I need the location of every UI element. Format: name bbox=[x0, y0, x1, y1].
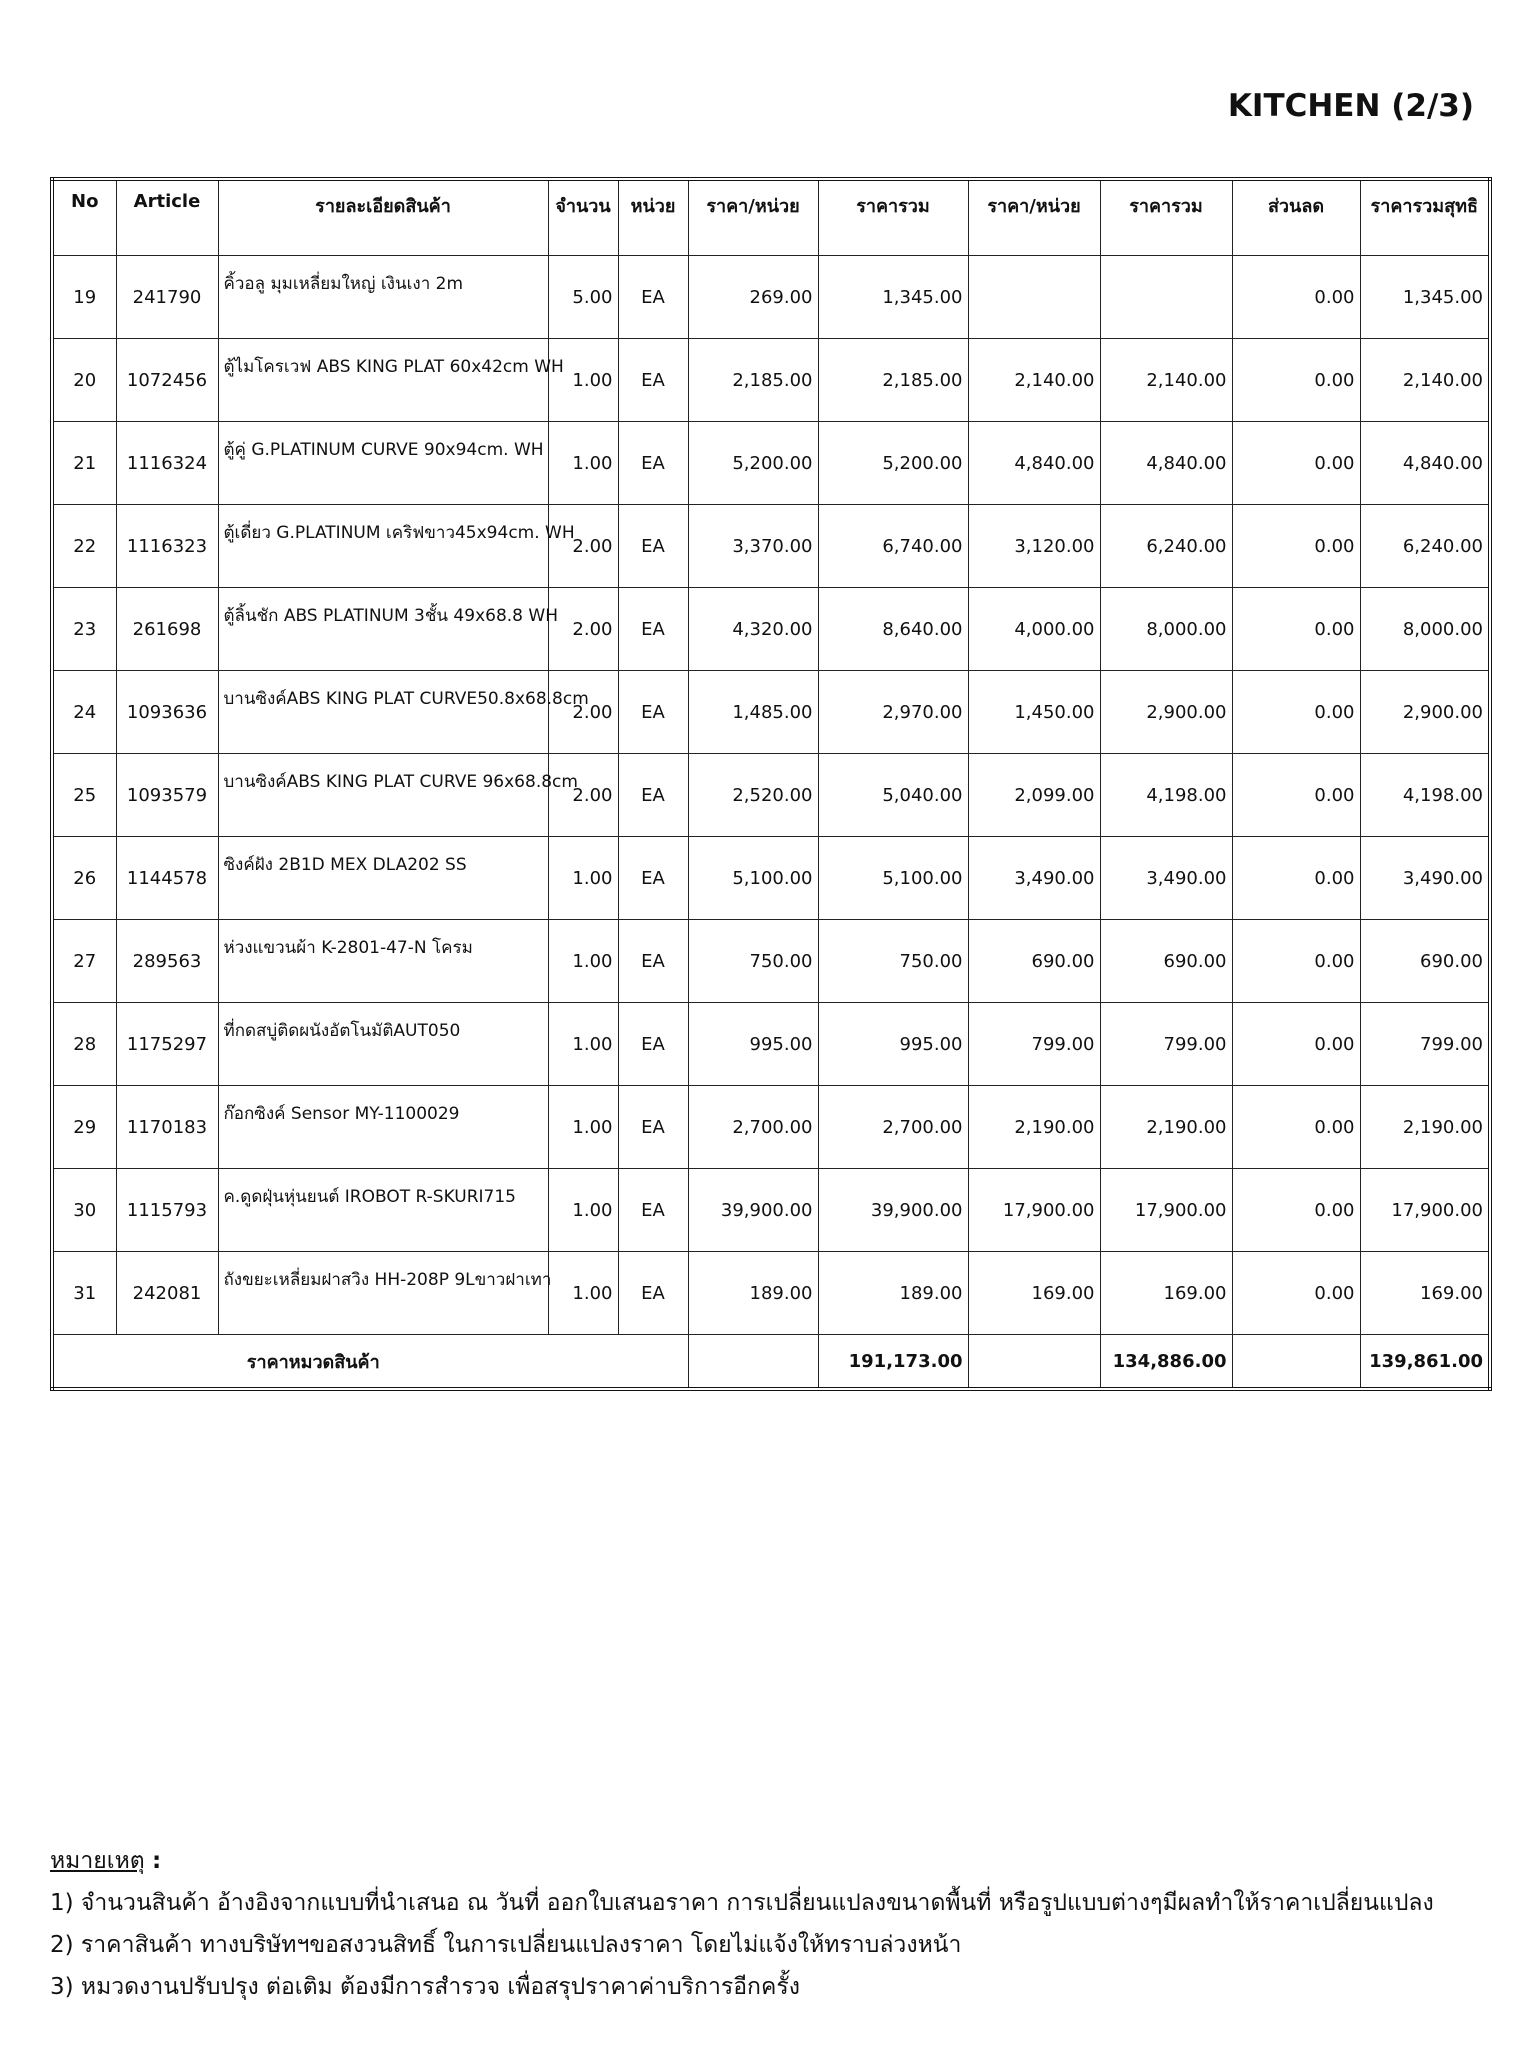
cell-promo-unit-price: 17,900.00 bbox=[968, 1169, 1100, 1252]
table-row bbox=[52, 754, 1490, 837]
cell-no: 26 bbox=[52, 837, 116, 920]
cell-total: 2,185.00 bbox=[818, 339, 968, 422]
cell-net-total: 690.00 bbox=[1360, 920, 1490, 1003]
table-row bbox=[52, 256, 1490, 339]
cell-quantity: 1.00 bbox=[548, 837, 618, 920]
cell-unit-price: 5,200.00 bbox=[688, 422, 818, 505]
category-total: 191,173.00 bbox=[818, 1335, 968, 1390]
cell-unit: EA bbox=[618, 671, 688, 754]
cell-net-total: 2,140.00 bbox=[1360, 339, 1490, 422]
table-row bbox=[52, 1252, 1490, 1335]
notes-heading bbox=[50, 1840, 1434, 1882]
header-total: ราคารวม bbox=[818, 179, 968, 256]
cell-article: 242081 bbox=[116, 1252, 218, 1335]
cell-unit-price: 750.00 bbox=[688, 920, 818, 1003]
cell-unit: EA bbox=[618, 920, 688, 1003]
table-row bbox=[52, 920, 1490, 1003]
table-row bbox=[52, 505, 1490, 588]
cell-description: ถังขยะเหลี่ยมฝาสวิง HH-208P 9Lขาวฝาเทา bbox=[218, 1252, 548, 1335]
cell-total: 5,100.00 bbox=[818, 837, 968, 920]
cell-article: 1093636 bbox=[116, 671, 218, 754]
cell-no: 29 bbox=[52, 1086, 116, 1169]
cell-total: 1,345.00 bbox=[818, 256, 968, 339]
cell-net-total: 17,900.00 bbox=[1360, 1169, 1490, 1252]
cell-promo-total: 3,490.00 bbox=[1100, 837, 1232, 920]
cell-no: 21 bbox=[52, 422, 116, 505]
cell-promo-total: 6,240.00 bbox=[1100, 505, 1232, 588]
cell-article: 289563 bbox=[116, 920, 218, 1003]
cell-quantity: 1.00 bbox=[548, 920, 618, 1003]
cell-promo-unit-price: 3,120.00 bbox=[968, 505, 1100, 588]
cell-discount: 0.00 bbox=[1232, 1003, 1360, 1086]
cell-no: 31 bbox=[52, 1252, 116, 1335]
header-net-total: ราคารวมสุทธิ bbox=[1360, 179, 1490, 256]
quotation-table bbox=[50, 177, 1492, 1391]
cell-promo-total bbox=[1100, 256, 1232, 339]
cell-discount: 0.00 bbox=[1232, 671, 1360, 754]
category-total-label: ราคาหมวดสินค้า bbox=[52, 1335, 688, 1390]
cell-unit-price: 2,520.00 bbox=[688, 754, 818, 837]
cell-no: 25 bbox=[52, 754, 116, 837]
note-item: 2) ราคาสินค้า ทางบริษัทฯขอสงวนสิทธิ์ ในการเปลี่ยนแปลงราคา โดยไม่แจ้งให้ทราบล่วงหน้า bbox=[50, 1932, 962, 1958]
table-row bbox=[52, 1086, 1490, 1169]
cell-total: 5,040.00 bbox=[818, 754, 968, 837]
cell-no: 22 bbox=[52, 505, 116, 588]
header-unit-price: ราคา/หน่วย bbox=[688, 179, 818, 256]
cell-total: 2,970.00 bbox=[818, 671, 968, 754]
cell-discount: 0.00 bbox=[1232, 339, 1360, 422]
cell-discount: 0.00 bbox=[1232, 422, 1360, 505]
cell-unit-price: 189.00 bbox=[688, 1252, 818, 1335]
header-promo-total: ราคารวม bbox=[1100, 179, 1232, 256]
cell-no: 30 bbox=[52, 1169, 116, 1252]
cell-quantity: 2.00 bbox=[548, 588, 618, 671]
cell-promo-unit-price: 690.00 bbox=[968, 920, 1100, 1003]
cell-description: ที่กดสบู่ติดผนังอัตโนมัติAUT050 bbox=[218, 1003, 548, 1086]
cell-description: ค.ดูดฝุ่นหุ่นยนต์ IROBOT R-SKURI715 bbox=[218, 1169, 548, 1252]
cell-article: 261698 bbox=[116, 588, 218, 671]
cell-no: 23 bbox=[52, 588, 116, 671]
table-body bbox=[52, 256, 1490, 1335]
cell-promo-unit-price: 2,140.00 bbox=[968, 339, 1100, 422]
cell-description: ก๊อกซิงค์ Sensor MY-1100029 bbox=[218, 1086, 548, 1169]
cell-promo-total: 8,000.00 bbox=[1100, 588, 1232, 671]
cell-net-total: 3,490.00 bbox=[1360, 837, 1490, 920]
cell-promo-unit-price: 3,490.00 bbox=[968, 837, 1100, 920]
cell-promo-total: 690.00 bbox=[1100, 920, 1232, 1003]
cell-promo-total: 169.00 bbox=[1100, 1252, 1232, 1335]
table-row bbox=[52, 837, 1490, 920]
cell-total: 2,700.00 bbox=[818, 1086, 968, 1169]
header-description: รายละเอียดสินค้า bbox=[218, 179, 548, 256]
cell-discount: 0.00 bbox=[1232, 505, 1360, 588]
cell-description: ตู้คู่ G.PLATINUM CURVE 90x94cm. WH bbox=[218, 422, 548, 505]
cell-quantity: 1.00 bbox=[548, 422, 618, 505]
cell-article: 1115793 bbox=[116, 1169, 218, 1252]
cell-promo-total: 4,198.00 bbox=[1100, 754, 1232, 837]
cell-promo-unit-price bbox=[968, 256, 1100, 339]
cell-description: บานซิงค์ABS KING PLAT CURVE50.8x68.8cm bbox=[218, 671, 548, 754]
cell-net-total: 2,900.00 bbox=[1360, 671, 1490, 754]
cell-unit: EA bbox=[618, 1003, 688, 1086]
cell-unit-price: 269.00 bbox=[688, 256, 818, 339]
cell-quantity: 2.00 bbox=[548, 671, 618, 754]
category-net-total: 139,861.00 bbox=[1360, 1335, 1490, 1390]
cell-article: 1144578 bbox=[116, 837, 218, 920]
cell-discount: 0.00 bbox=[1232, 920, 1360, 1003]
cell-net-total: 1,345.00 bbox=[1360, 256, 1490, 339]
cell-unit-price: 3,370.00 bbox=[688, 505, 818, 588]
cell-unit: EA bbox=[618, 422, 688, 505]
cell-promo-unit-price: 4,840.00 bbox=[968, 422, 1100, 505]
table-row bbox=[52, 671, 1490, 754]
header-quantity: จำนวน bbox=[548, 179, 618, 256]
cell-discount: 0.00 bbox=[1232, 1086, 1360, 1169]
cell-quantity: 1.00 bbox=[548, 1252, 618, 1335]
cell-description: ตู้เดี่ยว G.PLATINUM เคริฟขาว45x94cm. WH bbox=[218, 505, 548, 588]
cell-description: ตู้ไมโครเวฟ ABS KING PLAT 60x42cm WH bbox=[218, 339, 548, 422]
cell-total: 8,640.00 bbox=[818, 588, 968, 671]
cell-no: 24 bbox=[52, 671, 116, 754]
table-row bbox=[52, 422, 1490, 505]
cell-unit-price: 2,185.00 bbox=[688, 339, 818, 422]
cell-no: 20 bbox=[52, 339, 116, 422]
cell-promo-unit-price: 4,000.00 bbox=[968, 588, 1100, 671]
notes-title: หมายเหตุ bbox=[50, 1848, 145, 1874]
cell-promo-total: 2,900.00 bbox=[1100, 671, 1232, 754]
total-empty-cell bbox=[688, 1335, 818, 1390]
cell-article: 1072456 bbox=[116, 339, 218, 422]
cell-quantity: 1.00 bbox=[548, 1003, 618, 1086]
cell-quantity: 5.00 bbox=[548, 256, 618, 339]
cell-discount: 0.00 bbox=[1232, 754, 1360, 837]
page-title: KITCHEN (2/3) bbox=[1227, 88, 1474, 124]
cell-total: 39,900.00 bbox=[818, 1169, 968, 1252]
cell-quantity: 2.00 bbox=[548, 754, 618, 837]
cell-discount: 0.00 bbox=[1232, 1252, 1360, 1335]
cell-promo-unit-price: 169.00 bbox=[968, 1252, 1100, 1335]
cell-no: 28 bbox=[52, 1003, 116, 1086]
cell-unit: EA bbox=[618, 256, 688, 339]
cell-net-total: 8,000.00 bbox=[1360, 588, 1490, 671]
table-row bbox=[52, 339, 1490, 422]
cell-no: 19 bbox=[52, 256, 116, 339]
cell-quantity: 2.00 bbox=[548, 505, 618, 588]
cell-promo-unit-price: 2,190.00 bbox=[968, 1086, 1100, 1169]
cell-unit: EA bbox=[618, 1086, 688, 1169]
cell-net-total: 4,198.00 bbox=[1360, 754, 1490, 837]
header-article: Article bbox=[116, 179, 218, 256]
cell-total: 995.00 bbox=[818, 1003, 968, 1086]
note-item: 1) จำนวนสินค้า อ้างอิงจากแบบที่นำเสนอ ณ วันที่ ออกใบเสนอราคา การเปลี่ยนแปลงขนาดพื้นที่ หรือรูปแบบต่างๆมีผลทำให้ราคาเปลี่ยนแปลง bbox=[50, 1890, 1434, 1916]
cell-promo-unit-price: 2,099.00 bbox=[968, 754, 1100, 837]
header-promo-unit-price: ราคา/หน่วย bbox=[968, 179, 1100, 256]
cell-description: บานซิงค์ABS KING PLAT CURVE 96x68.8cm bbox=[218, 754, 548, 837]
cell-article: 1093579 bbox=[116, 754, 218, 837]
cell-description: ตู้ลิ้นชัก ABS PLATINUM 3ชั้น 49x68.8 WH bbox=[218, 588, 548, 671]
cell-quantity: 1.00 bbox=[548, 339, 618, 422]
cell-total: 750.00 bbox=[818, 920, 968, 1003]
cell-total: 5,200.00 bbox=[818, 422, 968, 505]
cell-promo-total: 2,140.00 bbox=[1100, 339, 1232, 422]
header-unit: หน่วย bbox=[618, 179, 688, 256]
cell-total: 6,740.00 bbox=[818, 505, 968, 588]
table-row bbox=[52, 1169, 1490, 1252]
cell-quantity: 1.00 bbox=[548, 1086, 618, 1169]
header-no: No bbox=[52, 179, 116, 256]
cell-promo-unit-price: 799.00 bbox=[968, 1003, 1100, 1086]
cell-unit-price: 4,320.00 bbox=[688, 588, 818, 671]
cell-unit: EA bbox=[618, 339, 688, 422]
cell-discount: 0.00 bbox=[1232, 256, 1360, 339]
cell-unit-price: 2,700.00 bbox=[688, 1086, 818, 1169]
table-header-row bbox=[52, 179, 1490, 256]
cell-article: 1175297 bbox=[116, 1003, 218, 1086]
cell-promo-total: 4,840.00 bbox=[1100, 422, 1232, 505]
cell-promo-total: 2,190.00 bbox=[1100, 1086, 1232, 1169]
header-discount: ส่วนลด bbox=[1232, 179, 1360, 256]
cell-unit: EA bbox=[618, 1169, 688, 1252]
table-row bbox=[52, 1003, 1490, 1086]
cell-no: 27 bbox=[52, 920, 116, 1003]
cell-article: 1116324 bbox=[116, 422, 218, 505]
cell-quantity: 1.00 bbox=[548, 1169, 618, 1252]
cell-total: 189.00 bbox=[818, 1252, 968, 1335]
cell-unit-price: 1,485.00 bbox=[688, 671, 818, 754]
cell-promo-total: 799.00 bbox=[1100, 1003, 1232, 1086]
cell-article: 241790 bbox=[116, 256, 218, 339]
cell-discount: 0.00 bbox=[1232, 588, 1360, 671]
notes-section bbox=[50, 1840, 1434, 2008]
cell-net-total: 799.00 bbox=[1360, 1003, 1490, 1086]
cell-description: คิ้วอลู มุมเหลี่ยมใหญ่ เงินเงา 2m bbox=[218, 256, 548, 339]
cell-unit-price: 995.00 bbox=[688, 1003, 818, 1086]
table-row bbox=[52, 588, 1490, 671]
cell-unit: EA bbox=[618, 754, 688, 837]
cell-net-total: 169.00 bbox=[1360, 1252, 1490, 1335]
cell-article: 1116323 bbox=[116, 505, 218, 588]
cell-promo-unit-price: 1,450.00 bbox=[968, 671, 1100, 754]
cell-unit: EA bbox=[618, 505, 688, 588]
cell-discount: 0.00 bbox=[1232, 837, 1360, 920]
cell-unit-price: 5,100.00 bbox=[688, 837, 818, 920]
notes-colon: : bbox=[152, 1848, 162, 1874]
cell-promo-total: 17,900.00 bbox=[1100, 1169, 1232, 1252]
note-item: 3) หมวดงานปรับปรุง ต่อเติม ต้องมีการสำรวจ เพื่อสรุปราคาค่าบริการอีกครั้ง bbox=[50, 1974, 800, 2000]
cell-description: ห่วงแขวนผ้า K-2801-47-N โครม bbox=[218, 920, 548, 1003]
category-promo-total: 134,886.00 bbox=[1100, 1335, 1232, 1390]
cell-unit: EA bbox=[618, 1252, 688, 1335]
total-empty-cell bbox=[1232, 1335, 1360, 1390]
total-empty-cell bbox=[968, 1335, 1100, 1390]
cell-article: 1170183 bbox=[116, 1086, 218, 1169]
cell-unit: EA bbox=[618, 588, 688, 671]
cell-net-total: 2,190.00 bbox=[1360, 1086, 1490, 1169]
category-total-row bbox=[52, 1335, 1490, 1390]
cell-net-total: 4,840.00 bbox=[1360, 422, 1490, 505]
cell-unit: EA bbox=[618, 837, 688, 920]
cell-description: ซิงค์ฝัง 2B1D MEX DLA202 SS bbox=[218, 837, 548, 920]
cell-net-total: 6,240.00 bbox=[1360, 505, 1490, 588]
cell-discount: 0.00 bbox=[1232, 1169, 1360, 1252]
cell-unit-price: 39,900.00 bbox=[688, 1169, 818, 1252]
